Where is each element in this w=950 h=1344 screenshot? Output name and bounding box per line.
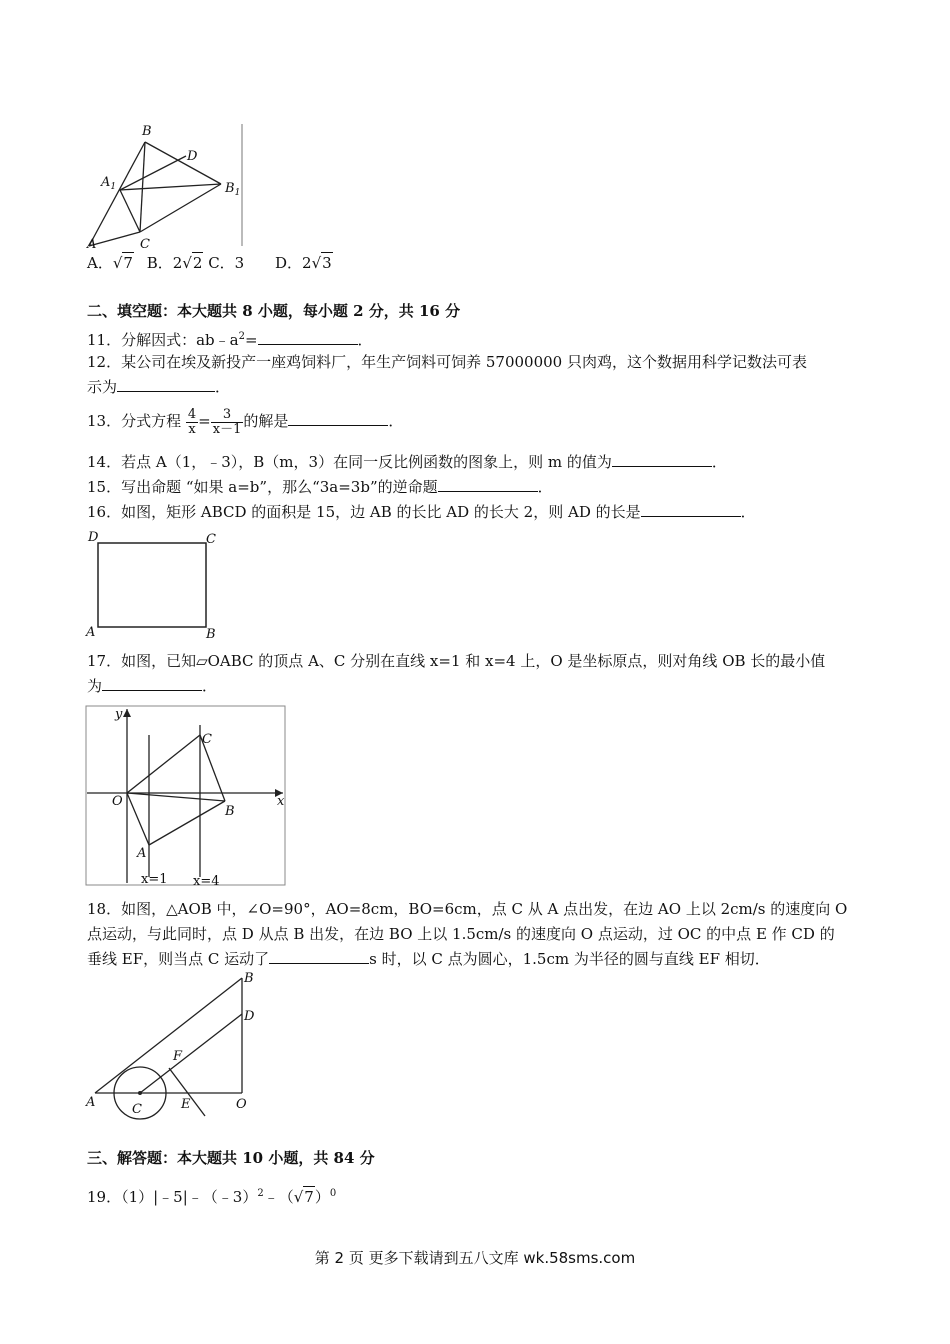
q14-blank[interactable] bbox=[612, 452, 712, 467]
label-D: D bbox=[244, 1009, 255, 1024]
label-B: B bbox=[225, 804, 235, 819]
q15-blank[interactable] bbox=[438, 477, 538, 492]
label-O: O bbox=[112, 794, 123, 809]
section3-title: 三、解答题：本大题共 10 小题，共 84 分 bbox=[87, 1149, 375, 1167]
q17-blank[interactable] bbox=[102, 676, 202, 691]
label-C: C bbox=[140, 237, 150, 250]
q16: 16．如图，矩形 ABCD 的面积是 15，边 AB 的长比 AD 的长大 2，则 AD 的长是 ． bbox=[87, 503, 756, 521]
q13-frac1: $\frac{4}{x}$ bbox=[187, 406, 197, 437]
label-A: A bbox=[86, 1095, 96, 1110]
label-B1: $B_1$ bbox=[225, 181, 241, 198]
q19: 19．$(1)|﹣5|﹣(﹣3)^2﹣(√7)^0$ bbox=[87, 1188, 337, 1206]
label-x1: x=1 bbox=[141, 872, 168, 887]
label-A1: $A_1$ bbox=[101, 175, 117, 192]
q12-line1: 12．某公司在埃及新投产一座鸡饲料厂，年生产饲料可饲养 57000000 只肉鸡，这个数据用科学记数法可表 bbox=[87, 353, 807, 371]
q14: 14．若点 A（1，﹣3），B（m，3）在同一反比例函数的图象上，则 m 的值为 ． bbox=[87, 453, 727, 471]
q16-blank[interactable] bbox=[641, 502, 741, 517]
q18-line2: 点运动，与此同时，点 D 从点 B 出发，在边 BO 上以 1.5cm/s 的速度向 O 点运动，过 OC 的中点 E 作 CD 的 bbox=[87, 925, 835, 943]
label-A: A bbox=[137, 846, 147, 861]
label-O: O bbox=[236, 1097, 247, 1112]
label-B: B bbox=[142, 124, 152, 139]
label-B: B bbox=[206, 627, 216, 640]
q13-frac2: $\frac{3}{x-1}$ bbox=[212, 406, 242, 437]
label-E: E bbox=[181, 1097, 191, 1112]
label-B: B bbox=[244, 972, 254, 986]
q12-line2: 示为 ． bbox=[87, 378, 231, 396]
page-footer: 第 2 页 更多下载请到五八文库 wk.58sms.com bbox=[314, 1249, 636, 1267]
label-C: C bbox=[206, 532, 216, 547]
section2-title: 二、填空题：本大题共 8 小题，每小题 2 分，共 16 分 bbox=[87, 302, 461, 320]
q11-blank[interactable] bbox=[258, 330, 358, 345]
q10-options: A．√7 B．2√2 C．3 D．2√3 bbox=[87, 254, 332, 272]
q10-figure bbox=[85, 120, 255, 250]
q16-figure bbox=[85, 528, 220, 640]
label-D: D bbox=[88, 530, 99, 545]
label-A: A bbox=[87, 237, 97, 250]
label-x4: x=4 bbox=[193, 874, 220, 887]
q13-blank[interactable] bbox=[288, 411, 388, 426]
q11: 11．分解因式：$ab﹣a^2=$ ． bbox=[87, 331, 373, 349]
label-C: C bbox=[132, 1102, 142, 1117]
label-x: x bbox=[277, 794, 285, 809]
q12-blank[interactable] bbox=[117, 377, 215, 392]
q17-line1: 17．如图，已知▱OABC 的顶点 A、C 分别在直线 x=1 和 x=4 上，O 是坐标原点，则对角线 OB 长的最小值 bbox=[87, 652, 826, 670]
label-y: y bbox=[115, 707, 123, 722]
q18-line3: 垂线 EF，则当点 C 运动了 s 时，以 C 点为圆心，1.5cm 为半径的圆与直线 EF 相切． bbox=[87, 950, 770, 968]
q18-figure bbox=[85, 972, 260, 1120]
label-D: D bbox=[187, 149, 198, 164]
q13: 13．分式方程 $\frac{4}{x}$ = $\frac{3}{x-1}$ 的解是 ． bbox=[87, 406, 404, 437]
q18-blank[interactable] bbox=[269, 949, 369, 964]
label-C: C bbox=[202, 732, 212, 747]
q17-figure bbox=[85, 705, 287, 887]
label-A: A bbox=[86, 625, 96, 640]
q17-line2: 为 ． bbox=[87, 677, 218, 695]
q15: 15．写出命题 “如果 a=b”，那么“3a=3b”的逆命题 ． bbox=[87, 478, 553, 496]
label-F: F bbox=[173, 1049, 183, 1064]
q18-line1: 18．如图，△AOB 中，∠O=90°，AO=8cm，BO=6cm，点 C 从 A 点出发，在边 AO 上以 2cm/s 的速度向 O bbox=[87, 900, 848, 918]
